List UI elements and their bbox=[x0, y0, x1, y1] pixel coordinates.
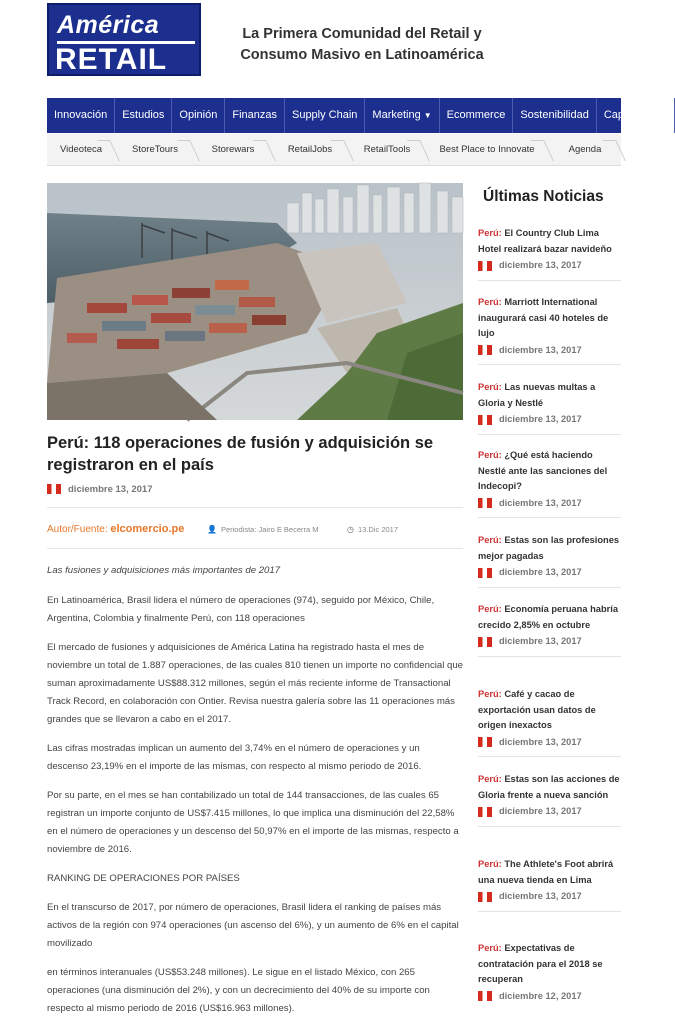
nav-item-sostenibilidad[interactable]: Sostenibilidad bbox=[513, 98, 597, 133]
news-separator bbox=[478, 656, 621, 657]
peru-flag-icon bbox=[478, 637, 492, 647]
nav-item-opinion[interactable]: Opinión bbox=[172, 98, 225, 133]
port-aerial-photo bbox=[47, 183, 463, 420]
news-prefix: Perú: bbox=[478, 535, 502, 545]
news-date bbox=[478, 737, 621, 748]
news-date bbox=[478, 636, 621, 647]
nav-item-ecommerce[interactable]: Ecommerce bbox=[440, 98, 514, 133]
user-icon: 👤 bbox=[207, 525, 217, 534]
subnav-item-retailjobs[interactable]: RetailJobs bbox=[271, 134, 349, 166]
peru-flag-icon bbox=[478, 568, 492, 578]
news-headline-text: Café y cacao de exportación usan datos de origen inexactos bbox=[478, 689, 596, 730]
short-date-text: 13.Dic 2017 bbox=[357, 525, 399, 534]
news-date bbox=[478, 498, 621, 509]
subnav-item-agenda[interactable]: Agenda bbox=[549, 134, 621, 166]
news-headline[interactable] bbox=[478, 602, 621, 633]
article-byline bbox=[47, 523, 463, 537]
news-date-text: diciembre 13, 2017 bbox=[499, 806, 582, 816]
news-date bbox=[478, 414, 621, 425]
sidebar-title: Últimas Noticias bbox=[483, 188, 604, 205]
article-date-text: diciembre 13, 2017 bbox=[68, 484, 153, 495]
article-subheading: RANKING DE OPERACIONES POR PAÍSES bbox=[47, 873, 240, 884]
news-separator bbox=[478, 517, 621, 518]
news-date-text: diciembre 13, 2017 bbox=[499, 567, 582, 577]
peru-flag-icon bbox=[478, 345, 492, 355]
news-date-text: diciembre 13, 2017 bbox=[499, 414, 582, 424]
news-separator bbox=[478, 911, 621, 912]
news-prefix: Perú: bbox=[478, 450, 502, 460]
nav-item-capacitacion[interactable]: Capacitación bbox=[597, 98, 675, 133]
news-headline[interactable] bbox=[478, 295, 621, 342]
peru-flag-icon bbox=[478, 415, 492, 425]
article-lead: Las fusiones y adquisiciones más importantes de 2017 bbox=[47, 565, 281, 576]
article-paragraph: El mercado de fusiones y adquisiciones de América Latina ha registrado hasta el mes de noviembre un total de 1.887 operaciones, de las cuales 810 tienen un importe no confidencial que suman aproximadamente US$88.312 millones, según el más reciente informe de Transactional Track Record, en colaboración con Ontier. Revisa nuestra galería sobre las 11 operaciones más grandes que se llevaron a cabo en el 2017. bbox=[47, 642, 464, 725]
news-item[interactable] bbox=[478, 380, 621, 435]
peru-flag-icon bbox=[478, 892, 492, 902]
main-nav bbox=[47, 98, 668, 133]
news-item[interactable] bbox=[478, 226, 621, 281]
news-prefix: Perú: bbox=[478, 228, 502, 238]
logo-word-retail: RETAIL bbox=[55, 43, 168, 76]
news-item[interactable] bbox=[478, 295, 621, 365]
news-date-text: diciembre 12, 2017 bbox=[499, 990, 582, 1001]
news-item[interactable] bbox=[478, 687, 621, 757]
subnav-item-best-place[interactable]: Best Place to Innovate bbox=[425, 134, 549, 166]
nav-item-innovacion[interactable]: Innovación bbox=[47, 98, 115, 133]
news-prefix: Perú: bbox=[478, 859, 502, 869]
news-headline[interactable] bbox=[478, 687, 621, 734]
news-headline-text: Estas son las profesiones mejor pagadas bbox=[478, 535, 620, 561]
news-headline[interactable] bbox=[478, 857, 621, 888]
news-headline-text: El Country Club Lima Hotel realizará bazar navideño bbox=[478, 228, 612, 254]
news-date-text: diciembre 13, 2017 bbox=[499, 497, 582, 508]
news-prefix: Perú: bbox=[478, 382, 502, 392]
sub-nav bbox=[47, 134, 621, 166]
article-paragraph: en términos interanuales (US$53.248 millones). Le sigue en el listado México, con 265 operaciones (una disminución del 2%), y con un decrecimiento del 40% de su importe con respecto al mismo periodo de 2016 (US$16.963 millones). bbox=[47, 967, 430, 1014]
news-separator bbox=[478, 756, 621, 757]
news-item[interactable] bbox=[478, 448, 621, 518]
news-date-text: diciembre 13, 2017 bbox=[499, 344, 582, 355]
clock-icon: ◷ bbox=[347, 525, 354, 534]
article-paragraph: En Latinoamérica, Brasil lidera el número de operaciones (974), seguido por México, Chile, Argentina, Colombia y finalmente Perú, con 118 operaciones bbox=[47, 595, 435, 624]
short-date bbox=[347, 525, 398, 534]
subnav-item-videoteca[interactable]: Videoteca bbox=[47, 134, 115, 166]
journalist bbox=[207, 525, 319, 534]
peru-flag-icon bbox=[478, 991, 492, 1001]
peru-flag-icon bbox=[478, 261, 492, 271]
news-separator bbox=[478, 434, 621, 435]
subnav-item-storetours[interactable]: StoreTours bbox=[115, 134, 195, 166]
news-date-text: diciembre 13, 2017 bbox=[499, 736, 582, 747]
article-title: Perú: 118 operaciones de fusión y adquisición se registraron en el país bbox=[47, 434, 434, 474]
news-date bbox=[478, 991, 621, 1002]
nav-item-supply-chain[interactable]: Supply Chain bbox=[285, 98, 365, 133]
news-date bbox=[478, 345, 621, 356]
news-headline-text: Expectativas de contratación para el 2018 se recuperan bbox=[478, 943, 603, 984]
site-logo[interactable] bbox=[47, 3, 201, 76]
news-date-text: diciembre 13, 2017 bbox=[499, 260, 582, 270]
author-source bbox=[47, 523, 184, 535]
news-item[interactable] bbox=[478, 533, 621, 588]
news-headline-text: Las nuevas multas a Gloria y Nestlé bbox=[478, 382, 596, 408]
news-headline-text: Marriott International inaugurará casi 40 hoteles de lujo bbox=[478, 297, 609, 338]
news-prefix: Perú: bbox=[478, 689, 502, 699]
article-hero-image bbox=[47, 183, 463, 420]
news-prefix: Perú: bbox=[478, 604, 502, 614]
author-source-link[interactable]: elcomercio.pe bbox=[110, 523, 185, 535]
news-date-text: diciembre 13, 2017 bbox=[499, 891, 582, 901]
news-prefix: Perú: bbox=[478, 774, 502, 784]
news-headline-text: The Athlete's Foot abrirá una nueva tienda en Lima bbox=[478, 859, 614, 885]
news-headline-text: Economía peruana habría crecido 2,85% en octubre bbox=[478, 604, 619, 630]
news-headline[interactable] bbox=[478, 772, 621, 803]
article-paragraph: Las cifras mostradas implican un aumento del 3,74% en el número de operaciones y un descenso 23,19% en el importe de las mismas, con respecto al mismo periodo de 2016. bbox=[47, 743, 422, 772]
nav-item-estudios[interactable]: Estudios bbox=[115, 98, 172, 133]
news-headline[interactable] bbox=[478, 380, 621, 411]
news-headline-text: ¿Qué está haciendo Nestlé ante las sanciones del Indecopi? bbox=[478, 450, 608, 491]
article-paragraph: En el transcurso de 2017, por número de operaciones, Brasil lidera el ranking de países más activos de la región con 974 operaciones (un ascenso del 6%), y un aumento de 6% en el capital movilizado bbox=[47, 902, 459, 949]
peru-flag-icon bbox=[478, 737, 492, 747]
news-date bbox=[478, 567, 621, 578]
news-prefix: Perú: bbox=[478, 943, 502, 953]
chevron-down-icon: ▼ bbox=[423, 111, 432, 120]
news-date bbox=[478, 260, 621, 271]
nav-item-finanzas[interactable]: Finanzas bbox=[225, 98, 285, 133]
news-separator bbox=[478, 826, 621, 827]
logo-word-america: América bbox=[57, 11, 160, 39]
news-item[interactable] bbox=[478, 772, 621, 827]
news-date-text: diciembre 13, 2017 bbox=[499, 636, 582, 646]
news-headline[interactable] bbox=[478, 533, 621, 564]
peru-flag-icon bbox=[478, 498, 492, 508]
news-headline-text: Estas son las acciones de Gloria frente a nueva sanción bbox=[478, 774, 620, 800]
news-prefix: Perú: bbox=[478, 297, 502, 307]
journalist-name: Periodista: Jairo E Becerra M bbox=[220, 525, 319, 534]
news-item[interactable] bbox=[478, 941, 621, 1001]
tagline-line-2: Consumo Masivo en Latinoamérica bbox=[240, 47, 484, 63]
site-tagline bbox=[232, 24, 492, 66]
news-date bbox=[478, 806, 621, 817]
news-separator bbox=[478, 364, 621, 365]
news-headline[interactable] bbox=[478, 226, 621, 257]
subnav-item-storewars[interactable]: Storewars bbox=[195, 134, 271, 166]
article-body bbox=[47, 562, 463, 1029]
nav-item-marketing[interactable] bbox=[365, 98, 439, 133]
nav-item-marketing-label: Marketing bbox=[372, 109, 421, 121]
news-separator bbox=[478, 587, 621, 588]
news-separator bbox=[478, 280, 621, 281]
divider-bottom bbox=[47, 548, 463, 549]
news-date bbox=[478, 891, 621, 902]
news-headline[interactable] bbox=[478, 448, 621, 495]
subnav-item-retailtools[interactable]: RetailTools bbox=[349, 134, 425, 166]
news-headline[interactable] bbox=[478, 941, 621, 988]
divider-top bbox=[47, 507, 463, 508]
peru-flag-icon bbox=[478, 807, 492, 817]
peru-flag-icon bbox=[47, 484, 61, 494]
article-date bbox=[47, 484, 153, 495]
author-label: Autor/Fuente: bbox=[47, 524, 108, 535]
article-paragraph: Por su parte, en el mes se han contabilizado un total de 144 transacciones, de las cuales 65 registran un importe conjunto de US$7.415 millones, lo que implica una disminución del 22,58% en el número de operaciones y un descenso del 50,97% en el importe de las mismas, respecto a noviembre de 2016. bbox=[47, 790, 459, 855]
news-item[interactable] bbox=[478, 857, 621, 912]
tagline-line-1: La Primera Comunidad del Retail y bbox=[242, 26, 482, 42]
news-item[interactable] bbox=[478, 602, 621, 657]
